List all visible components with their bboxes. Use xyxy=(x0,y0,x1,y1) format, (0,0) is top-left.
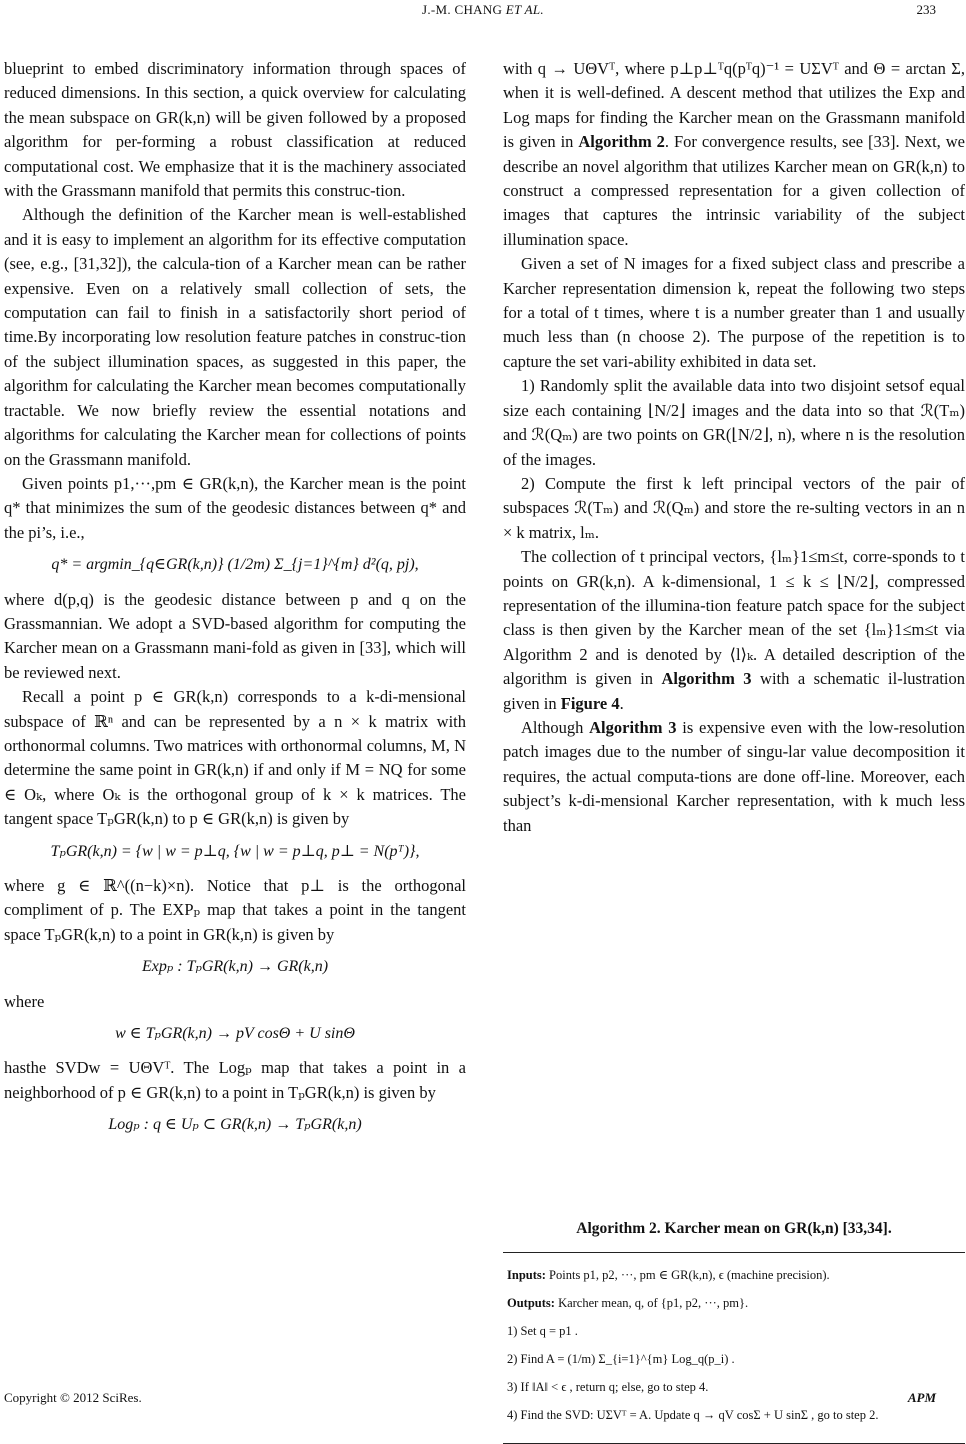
paragraph: Although the definition of the Karcher mean is well-established and it is easy to implement an algorithm for its effective computation (see, e.g., [31,32]), the calcula-tion of a Karcher mean can be rather expensive. Even on a relatively small collection of sets, the computation can fail to finish in a satisfactorily short period of time.By incorporating low resolution feature patches in construc-tion of the subject illumination spaces, as suggested in this paper, the algorithm for calculating the Karcher mean becomes computationally tractable. We now briefly review the essential notations and algorithms for calculating the Karcher mean for collections of points on the Grassmann manifold. xyxy=(4,205,466,469)
paragraph: where d(p,q) is the geodesic distance between p and q on the Grassmannian. We adopt a SVD-based algorithm for computing the Karcher mean on a Grassmann mani-fold as given in [33], which will be reviewed next. xyxy=(4,589,466,682)
algorithm-inputs xyxy=(507,1261,963,1289)
equation-log-map: Logₚ : q ∈ Uₚ ⊂ GR(k,n) → TₚGR(k,n) xyxy=(108,1116,362,1134)
text-run: is expensive even with the low-resolution patch images due to the number of singu-lar value decomposition it requires, the actual computa-tions are done off-line. Moreover, each subject’s k-di-mensional Karcher representation, with k much less than xyxy=(503,717,966,835)
copyright: Copyright © 2012 SciRes. xyxy=(4,1390,142,1405)
running-head xyxy=(0,2,966,18)
paragraph: hasthe SVDw = UΘVᵀ. The Logₚ map that takes a point in a neighborhood of p ∈ GR(k,n) to a point in TₚGR(k,n) is given by xyxy=(4,1058,466,1102)
paragraph: where xyxy=(4,991,45,1011)
running-head-et-al: ET AL. xyxy=(505,2,544,17)
equation-tangent-space: TₚGR(k,n) = {w | w = p⊥q, {w | w = p⊥q, p⊥ = N(pᵀ)}, xyxy=(50,842,420,860)
paragraph: Recall a point p ∈ GR(k,n) corresponds to a k-di-mensional subspace of ℝⁿ and can be represented by a n × k matrix with orthonormal columns. Two matrices with orthonormal columns, M, N determine the same point in GR(k,n) if and only if M = NQ for some ∈ Oₖ, where Oₖ is the orthogonal group of k × k matrices. The tangent space TₚGR(k,n) to p ∈ GR(k,n) is given by xyxy=(4,687,466,829)
equation-exp-definition: w ∈ TₚGR(k,n) → pV cosΘ + U sinΘ xyxy=(115,1025,355,1043)
algorithm-step-1: 1) Set q = p1 . xyxy=(507,1324,578,1338)
algorithm-reference: Algorithm 3 xyxy=(661,669,752,689)
paragraph: where g ∈ ℝ^((n−k)×n). Notice that p⊥ is the orthogonal compliment of p. The EXPₚ map that takes a point in the tangent space TₚGR(k,n) to a point in GR(k,n) is given by xyxy=(4,876,466,944)
paragraph: 2) Compute the first k left principal vectors of the pair of subspaces ℛ(Tₘ) and ℛ(Qₘ) and store the re-sulting vectors in an n × k matrix, lₘ. xyxy=(503,473,965,542)
paragraph: Given a set of N images for a fixed subject class and prescribe a Karcher representation dimension k, repeat the following two steps for a total of t times, where t is a number greater than 1 and usually much less than (n choose 2). The purpose of the repetition is to capture the set vari-ability exhibited in data set. xyxy=(503,254,965,371)
paragraph: blueprint to embed discriminatory information through spaces of reduced dimensions. In this section, a quick overview for calculating the mean subspace on GR(k,n) will be given followed by a proposed algorithm for per-forming a robust classification at reduced computational cost. We emphasize that it is the machinery associated with the Grassmann manifold that permits this construc-tion. xyxy=(4,59,466,201)
text-run: with q → UΘVᵀ, where p⊥p⊥ᵀq(pᵀq)⁻¹ = UΣVᵀ and Θ = arctan Σ, when it is well-defined. A descent method that utilizes the Exp and Log maps for finding the Karcher mean on the Grassmann manifold is given in xyxy=(503,59,965,152)
paragraph: Given points p1,···,pm ∈ GR(k,n), the Karcher mean is the point q* that minimizes the sum of the geodesic distances between q* and the pi’s, i.e., xyxy=(4,473,466,542)
algorithm-body xyxy=(503,1252,965,1444)
page-number: 233 xyxy=(916,2,936,17)
algorithm-step-4: 4) Find the SVD: UΣVᵀ = A. Update q → qV cosΣ + U sinΣ , go to step 2. xyxy=(507,1408,879,1422)
equation-karcher-mean: q* = argmin_{q∈GR(k,n)} (1/2m) Σ_{j=1}^{m} d²(q, pj), xyxy=(51,556,419,574)
figure-reference: Figure 4 xyxy=(560,693,620,713)
left-column xyxy=(4,57,466,1148)
running-head-authors: J.-M. CHANG xyxy=(422,2,503,17)
algorithm-step-3: 3) If ‖A‖ < ϵ , return q; else, go to step 4. xyxy=(507,1380,709,1394)
text-run: The collection of t principal vectors, {lₘ}1≤m≤t, corre-sponds to t points on GR(k,n). A k-dimensional, 1 ≤ k ≤ ⌊N/2⌋, compressed representation of the illumina-tion feature patch space for the subject class is then given by the Karcher mean of the set {lₘ}1≤m≤t via Algorithm 2 and is denoted by ⟨l⟩ₖ. A detailed description of the algorithm is given in xyxy=(503,547,965,689)
paragraph xyxy=(503,57,965,252)
equation-exp-map: Expₚ : TₚGR(k,n) → GR(k,n) xyxy=(141,958,329,976)
page-header xyxy=(0,0,966,30)
algorithm-reference: Algorithm 2 xyxy=(578,132,665,152)
paragraph: 1) Randomly split the available data into two disjoint setsof equal size each containing ⌊N/2⌋ images and the data into so that ℛ(Tₘ) and ℛ(Qₘ) are two points on GR(⌊N/2⌋, n), where n is the resolution of the images. xyxy=(503,376,965,469)
paragraph xyxy=(503,545,965,716)
outputs-text: Karcher mean, q, of {p1, p2, ···, pm}. xyxy=(554,1296,749,1310)
inputs-label: Inputs: xyxy=(507,1268,546,1282)
outputs-label: Outputs: xyxy=(507,1296,555,1310)
algorithm-reference: Algorithm 3 xyxy=(589,717,677,737)
journal-abbrev: APM xyxy=(907,1390,936,1405)
text-run: . xyxy=(619,693,624,713)
algorithm-outputs xyxy=(507,1289,963,1317)
text-run: Although xyxy=(521,717,590,737)
inputs-text: Points p1, p2, ···, pm ∈ GR(k,n), ϵ (machine precision). xyxy=(545,1268,830,1282)
paragraph xyxy=(503,716,965,838)
algorithm-step-2: 2) Find A = (1/m) Σ_{i=1}^{m} Log_q(p_i) . xyxy=(507,1352,735,1366)
algorithm-title: Algorithm 2. Karcher mean on GR(k,n) [33,34]. xyxy=(576,1220,892,1237)
text-run: . For convergence results, see [33]. Next, we describe an novel algorithm that utilizes Karcher mean on GR(k,n) to construct a compressed representation for a given collection of images that captures the intrinsic variability of the subject illumination space. xyxy=(503,132,965,249)
right-column xyxy=(503,57,965,838)
text-run: with a schematic il-lustration given in xyxy=(503,669,966,713)
page-footer xyxy=(0,1390,966,1415)
